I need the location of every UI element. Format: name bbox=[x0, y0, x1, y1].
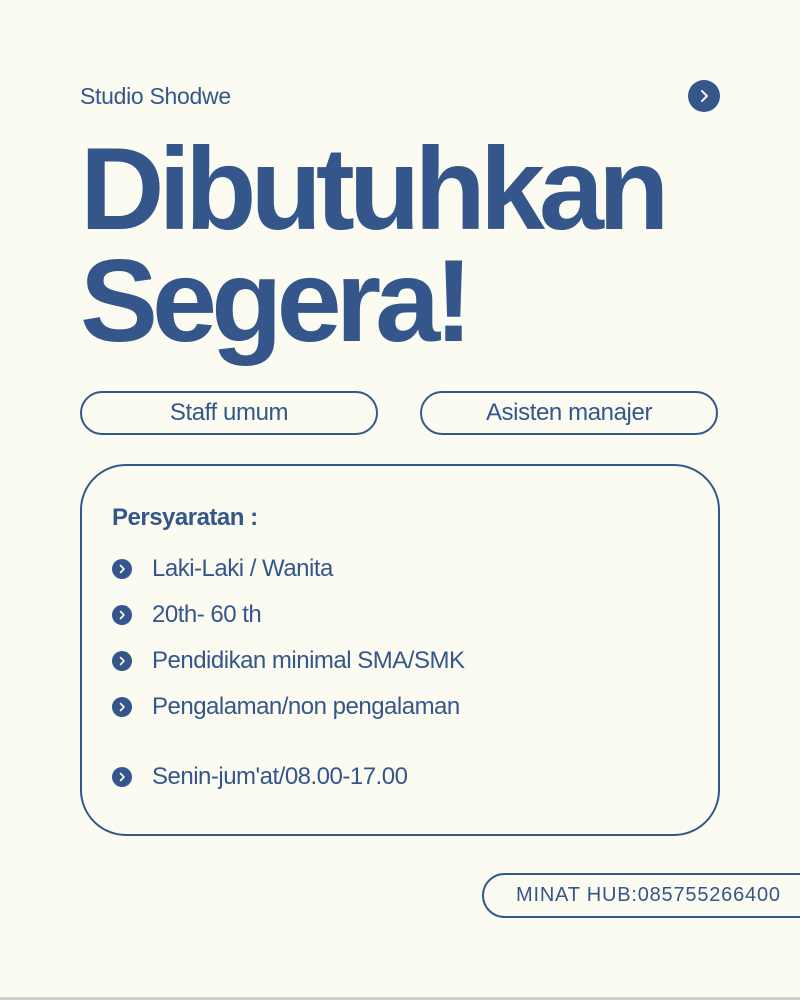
requirement-item bbox=[112, 763, 407, 791]
contact-pill[interactable] bbox=[482, 873, 800, 918]
requirement-item bbox=[112, 647, 464, 675]
requirement-item bbox=[112, 555, 333, 583]
contact-text: MINAT HUB:085755266400 bbox=[516, 884, 781, 906]
requirement-text: 20th- 60 th bbox=[152, 601, 262, 628]
chevron-right-icon bbox=[112, 767, 132, 787]
requirements-card bbox=[80, 464, 720, 836]
chevron-right-icon bbox=[112, 559, 132, 579]
requirement-text: Pengalaman/non pengalaman bbox=[152, 693, 460, 720]
requirement-text: Laki-Laki / Wanita bbox=[152, 555, 333, 582]
chevron-right-icon bbox=[112, 697, 132, 717]
headline-line-2: Segera! bbox=[80, 235, 468, 366]
headline bbox=[80, 123, 664, 366]
requirement-text: Senin-jum'at/08.00-17.00 bbox=[152, 763, 408, 790]
chevron-right-icon bbox=[698, 89, 710, 103]
position-pill-asisten-manajer: Asisten manajer bbox=[420, 391, 718, 435]
brand-name: Studio Shodwe bbox=[80, 83, 231, 109]
requirement-item bbox=[112, 601, 261, 629]
requirement-item bbox=[112, 693, 460, 721]
headline-line-1: Dibutuhkan bbox=[80, 123, 664, 254]
requirement-text: Pendidikan minimal SMA/SMK bbox=[152, 647, 465, 674]
next-button[interactable] bbox=[688, 80, 720, 112]
requirements-title: Persyaratan : bbox=[112, 504, 258, 531]
chevron-right-icon bbox=[112, 651, 132, 671]
chevron-right-icon bbox=[112, 605, 132, 625]
position-pill-staff-umum: Staff umum bbox=[80, 391, 378, 435]
